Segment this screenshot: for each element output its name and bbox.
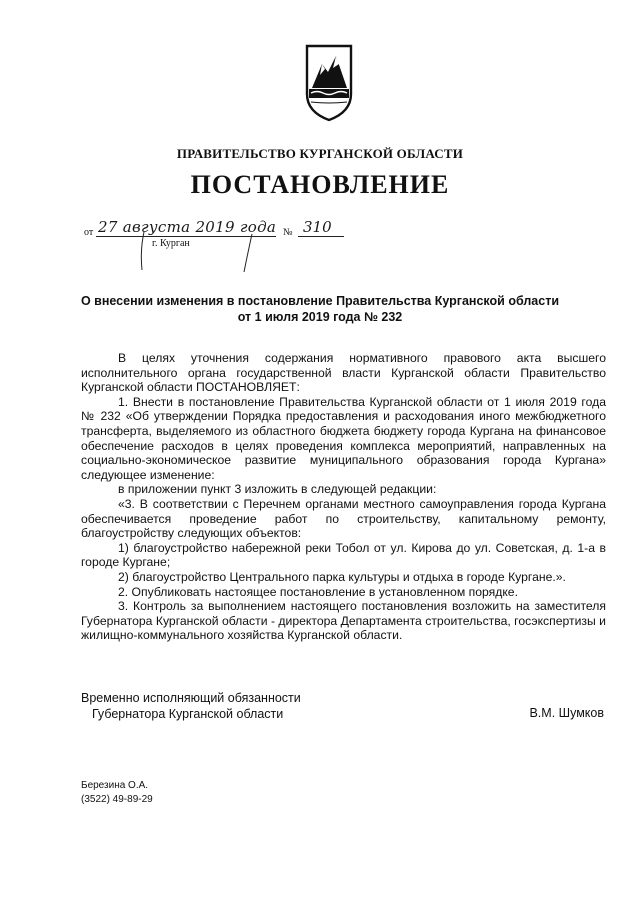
city-label: г. Курган — [152, 238, 190, 249]
paragraph-item-2: 2. Опубликовать настоящее постановление в установленном порядке. — [118, 584, 518, 599]
paragraph-item-3: 3. Контроль за выполнением настоящего постановления возложить на заместителя Губернатора Курганской области - директора Департамента строительства, госэкспертизы и жилищно-коммунального хозяйства Курганской области. — [81, 599, 606, 643]
number-prefix: № — [283, 227, 293, 238]
paragraph-object-1: 1) благоустройство набережной реки Тобол от ул. Кирова до ул. Советская, д. 1-а в городе Кургане; — [81, 540, 606, 570]
coat-of-arms-icon — [303, 42, 355, 122]
paragraph-appendix-intro: в приложении пункт 3 изложить в следующей редакции: — [118, 482, 437, 497]
paragraph-item-1: 1. Внести в постановление Правительства Курганской области от 1 июля 2019 года № 232 «Об утверждении Порядка предоставления и расходования иного межбюджетного трансферта, выделяемого из областного бюджета бюджету города Кургана на финансовое обеспечение расходов в целях проведения комплекса мероприятий, направленных на социально-экономическое развитие муниципального образования города Кургана» следующее изменение: — [81, 394, 606, 482]
document-heading — [60, 293, 580, 325]
document-type: ПОСТАНОВЛЕНИЕ — [190, 170, 450, 199]
number-underline — [298, 236, 344, 237]
number-value: 310 — [303, 218, 332, 236]
position-line-1: Временно исполняющий обязанности — [81, 691, 301, 705]
signatory-name: В.М. Шумков — [529, 706, 604, 720]
paragraph-preamble: В целях уточнения содержания нормативного правового акта высшего исполнительного органа государственной власти Курганской области Правительство Курганской области ПОСТАНОВЛЯЕТ: — [81, 351, 606, 395]
handwriting-strokes — [130, 228, 260, 274]
executor-name: Березина О.А. — [81, 780, 149, 791]
executor-phone: (3522) 49-89-29 — [81, 794, 153, 805]
signatory-position — [81, 690, 301, 722]
position-line-2: Губернатора Курганской области — [92, 707, 284, 721]
executor-block — [81, 779, 153, 807]
paragraph-point-3: «3. В соответствии с Перечнем органами местного самоуправления города Кургана обеспечивается проведение работ по строительству, капитальному ремонту, благоустройству следующих объектов: — [81, 496, 606, 541]
date-prefix: от — [84, 227, 94, 238]
document-body — [81, 351, 606, 643]
government-title: ПРАВИТЕЛЬСТВО КУРГАНСКОЙ ОБЛАСТИ — [176, 146, 464, 161]
heading-line-1: О внесении изменения в постановление Правительства Курганской области — [80, 294, 560, 308]
heading-line-2: от 1 июля 2019 года № 232 — [237, 310, 403, 324]
date-value: 27 августа 2019 года — [98, 218, 277, 236]
paragraph-object-2: 2) благоустройство Центрального парка культуры и отдыха в городе Кургане.». — [118, 569, 566, 584]
